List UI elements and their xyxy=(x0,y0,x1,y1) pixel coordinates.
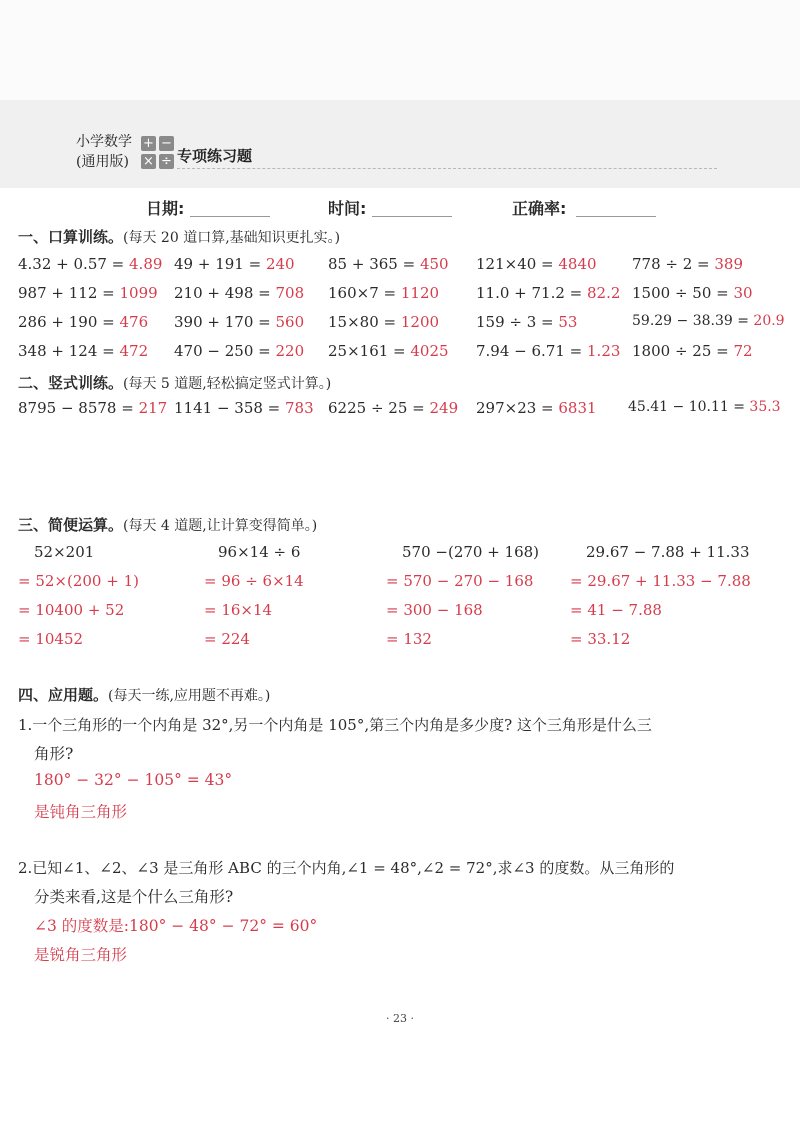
answer: 476 xyxy=(119,313,149,331)
problem: 45.41 − 10.11 = 35.3 xyxy=(628,399,781,415)
simplify-problem: 570 −(270 + 168) xyxy=(402,543,540,561)
problem: 85 + 365 = 450 xyxy=(328,255,449,273)
minus-icon: − xyxy=(159,136,174,151)
simplify-step: = 10400 + 52 xyxy=(18,601,125,619)
time-blank xyxy=(372,216,452,217)
problem1-answer1: 180° − 32° − 105° = 43° xyxy=(34,771,233,789)
problem2-answer2: 是锐角三角形 xyxy=(34,946,128,964)
date-label: 日期: xyxy=(146,199,185,218)
simplify-problem: 52×201 xyxy=(34,543,95,561)
answer: 240 xyxy=(265,255,295,273)
answer: 6831 xyxy=(558,399,597,417)
problem2-line1: 2.已知∠1、∠2、∠3 是三角形 ABC 的三个内角,∠1 = 48°,∠2 = 72°,求∠3 的度数。从三角形的 xyxy=(18,859,675,877)
answer: 560 xyxy=(275,313,305,331)
answer: 1200 xyxy=(400,313,440,331)
section2-title: 二、竖式训练。 xyxy=(18,374,124,392)
problem: 4.32 + 0.57 = 4.89 xyxy=(18,255,163,273)
answer: 4.89 xyxy=(129,255,163,273)
section2-note: (每天 5 道题,轻松搞定竖式计算。) xyxy=(123,376,332,392)
time-label: 时间: xyxy=(328,199,367,218)
answer: 30 xyxy=(733,284,753,302)
problem: 778 ÷ 2 = 389 xyxy=(632,255,744,273)
arithmetic-logo xyxy=(141,136,175,170)
problem: 49 + 191 = 240 xyxy=(174,255,295,273)
section3-heading xyxy=(18,514,317,535)
problem: 159 ÷ 3 = 53 xyxy=(476,313,578,331)
answer: 4025 xyxy=(410,342,449,360)
top-margin xyxy=(0,0,800,100)
section2-heading xyxy=(18,372,331,393)
section3-title: 三、简便运算。 xyxy=(18,516,124,534)
answer: 389 xyxy=(714,255,744,273)
problem: 1500 ÷ 50 = 30 xyxy=(632,284,753,302)
problem: 210 + 498 = 708 xyxy=(174,284,305,302)
problem: 6225 ÷ 25 = 249 xyxy=(328,399,459,417)
answer: 1.23 xyxy=(587,342,621,360)
problem: 121×40 = 4840 xyxy=(476,255,597,273)
problem: 59.29 − 38.39 = 20.9 xyxy=(632,313,785,329)
answer: 53 xyxy=(558,313,578,331)
divide-icon: ÷ xyxy=(159,154,174,169)
simplify-step: = 96 ÷ 6×14 xyxy=(204,572,304,590)
problem: 1800 ÷ 25 = 72 xyxy=(632,342,753,360)
answer: 1120 xyxy=(400,284,440,302)
problem: 11.0 + 71.2 = 82.2 xyxy=(476,284,621,302)
simplify-step: = 224 xyxy=(204,630,250,648)
problem: 297×23 = 6831 xyxy=(476,399,597,417)
section3-note: (每天 4 道题,让计算变得简单。) xyxy=(123,518,318,534)
problem: 286 + 190 = 476 xyxy=(18,313,149,331)
problem: 470 − 250 = 220 xyxy=(174,342,305,360)
simplify-step: = 10452 xyxy=(18,630,84,648)
simplify-step: = 16×14 xyxy=(204,601,273,619)
problem: 390 + 170 = 560 xyxy=(174,313,305,331)
answer: 1099 xyxy=(119,284,158,302)
problem: 7.94 − 6.71 = 1.23 xyxy=(476,342,621,360)
answer: 4840 xyxy=(558,255,597,273)
section1-note: (每天 20 道口算,基础知识更扎实。) xyxy=(123,230,341,246)
problem1-answer2: 是钝角三角形 xyxy=(34,803,128,821)
simplify-step: = 570 − 270 − 168 xyxy=(386,572,534,590)
answer: 249 xyxy=(429,399,459,417)
date-blank xyxy=(190,216,270,217)
problem: 348 + 124 = 472 xyxy=(18,342,149,360)
page-number: · 23 · xyxy=(386,1012,414,1025)
page-title: 专项练习题 xyxy=(177,147,253,165)
problem: 8795 − 8578 = 217 xyxy=(18,399,168,417)
answer: 20.9 xyxy=(753,313,785,329)
simplify-step: = 300 − 168 xyxy=(386,601,483,619)
simplify-step: = 132 xyxy=(386,630,432,648)
brand-label xyxy=(76,132,132,172)
section1-title: 一、口算训练。 xyxy=(18,228,124,246)
simplify-step: = 33.12 xyxy=(570,630,631,648)
simplify-step: = 52×(200 + 1) xyxy=(18,572,139,590)
problem: 25×161 = 4025 xyxy=(328,342,449,360)
problem1-line1: 1.一个三角形的一个内角是 32°,另一个内角是 105°,第三个内角是多少度? 这个三角形是什么三 xyxy=(18,716,652,734)
plus-icon: + xyxy=(141,136,156,151)
problem: 1141 − 358 = 783 xyxy=(174,399,314,417)
answer: 472 xyxy=(119,342,149,360)
answer: 72 xyxy=(733,342,753,360)
accuracy-blank xyxy=(576,216,656,217)
section4-heading xyxy=(18,684,270,705)
answer: 217 xyxy=(138,399,168,417)
problem2-line2: 分类来看,这是个什么三角形? xyxy=(34,888,234,906)
problem: 987 + 112 = 1099 xyxy=(18,284,158,302)
header-divider xyxy=(177,168,717,169)
answer: 450 xyxy=(419,255,449,273)
simplify-step: = 29.67 + 11.33 − 7.88 xyxy=(570,572,751,590)
problem: 15×80 = 1200 xyxy=(328,313,440,331)
simplify-step: = 41 − 7.88 xyxy=(570,601,662,619)
problem2-answer1: ∠3 的度数是:180° − 48° − 72° = 60° xyxy=(34,917,318,935)
section1-heading xyxy=(18,226,340,247)
brand-line2: (通用版) xyxy=(76,154,129,170)
times-icon: × xyxy=(141,154,156,169)
answer: 708 xyxy=(275,284,305,302)
section4-title: 四、应用题。 xyxy=(18,686,109,704)
simplify-problem: 96×14 ÷ 6 xyxy=(218,543,301,561)
problem1-line2: 角形? xyxy=(34,745,74,763)
accuracy-label: 正确率: xyxy=(512,199,567,218)
section4-note: (每天一练,应用题不再难。) xyxy=(108,688,271,704)
answer: 35.3 xyxy=(749,399,781,415)
answer: 220 xyxy=(275,342,305,360)
brand-line1: 小学数学 xyxy=(76,134,132,150)
problem: 160×7 = 1120 xyxy=(328,284,440,302)
answer: 82.2 xyxy=(587,284,621,302)
answer: 783 xyxy=(285,399,314,417)
simplify-problem: 29.67 − 7.88 + 11.33 xyxy=(586,543,750,561)
